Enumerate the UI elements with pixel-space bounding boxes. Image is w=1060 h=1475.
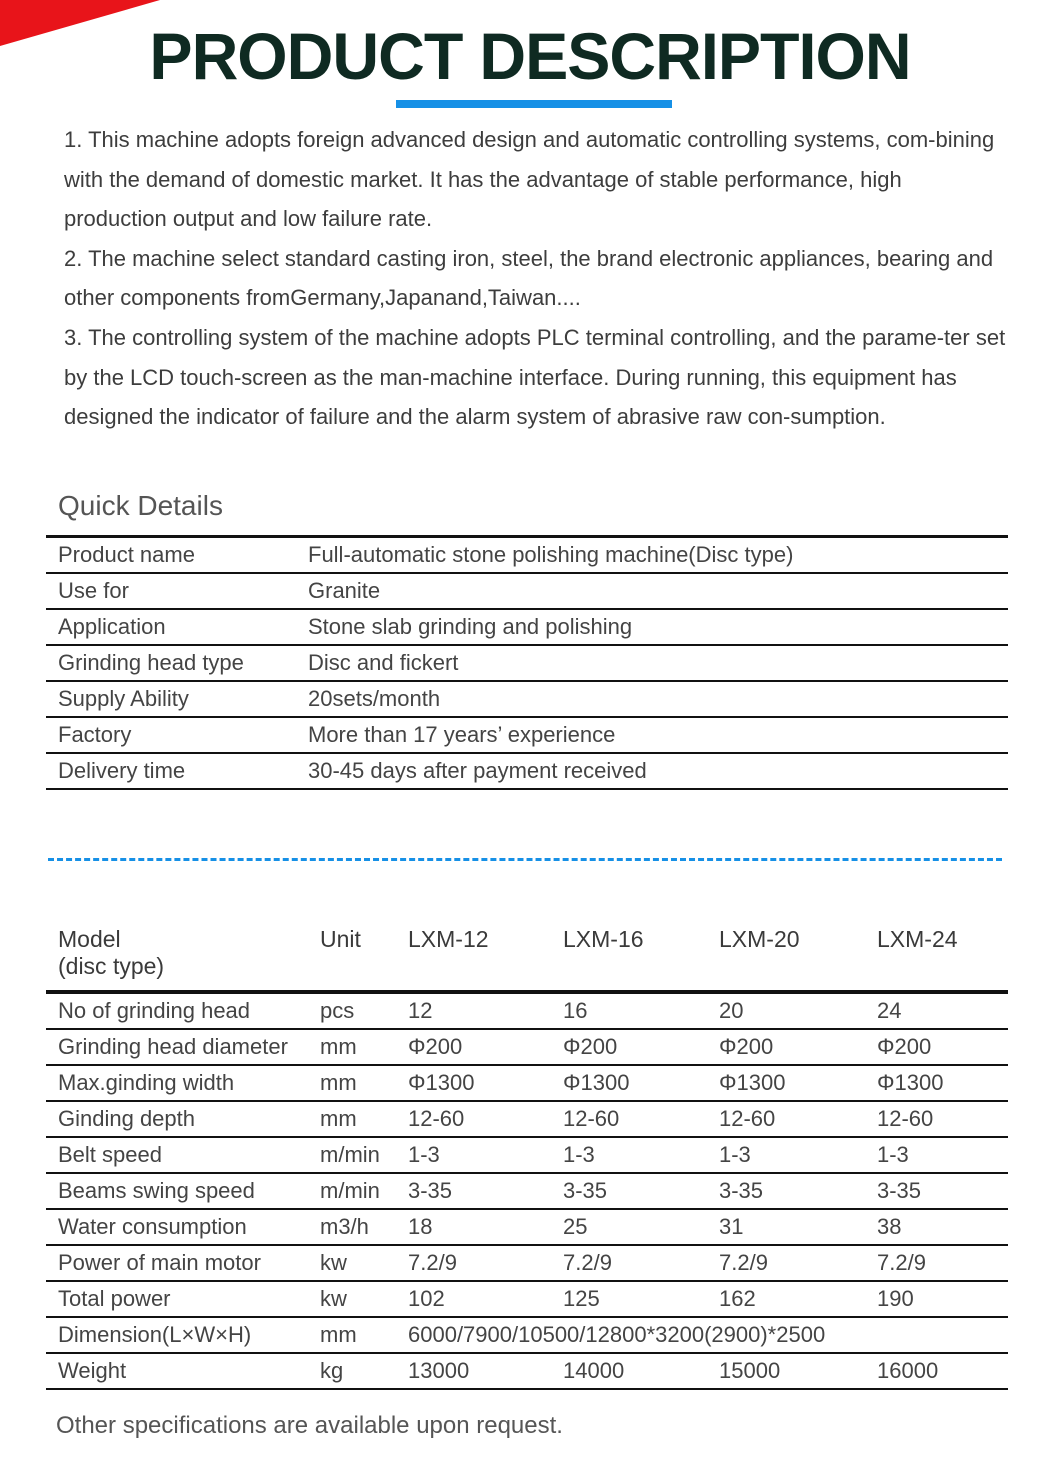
detail-label: Delivery time xyxy=(46,753,296,789)
table-row xyxy=(46,537,1008,574)
spec-value: 7.2/9 xyxy=(877,1245,1008,1281)
detail-label: Factory xyxy=(46,717,296,753)
spec-value: 38 xyxy=(877,1209,1008,1245)
description-paragraph: 1. This machine adopts foreign advanced design and automatic controlling systems, com-bining with the demand of domestic market. It has the advantage of stable performance, high production output and low failure rate. xyxy=(64,127,995,232)
spec-label: Water consumption xyxy=(46,1209,320,1245)
spec-value: 12-60 xyxy=(563,1101,719,1137)
spec-value: 162 xyxy=(719,1281,877,1317)
footer-note: Other specifications are available upon request. xyxy=(56,1412,563,1439)
detail-label: Product name xyxy=(46,537,296,574)
spec-value: Φ200 xyxy=(408,1029,563,1065)
table-row xyxy=(46,753,1008,789)
spec-value: 25 xyxy=(563,1209,719,1245)
title-underline xyxy=(396,100,672,108)
table-row xyxy=(46,1317,1008,1353)
page-title: PRODUCT DESCRIPTION xyxy=(149,19,911,93)
spec-value: 14000 xyxy=(563,1353,719,1389)
spec-label: Grinding head diameter xyxy=(46,1029,320,1065)
spec-unit: mm xyxy=(320,1029,408,1065)
spec-value: Φ200 xyxy=(877,1029,1008,1065)
table-row xyxy=(46,1245,1008,1281)
spec-value: 3-35 xyxy=(408,1173,563,1209)
detail-value: Disc and fickert xyxy=(296,645,1008,681)
unit-header: Unit xyxy=(320,926,361,952)
table-row xyxy=(46,1137,1008,1173)
detail-label: Application xyxy=(46,609,296,645)
quick-details-table xyxy=(46,535,1008,790)
table-row xyxy=(46,717,1008,753)
spec-value: 16000 xyxy=(877,1353,1008,1389)
model-header-label: Model xyxy=(58,926,121,952)
description-paragraph: 3. The controlling system of the machine adopts PLC terminal controlling, and the parame-ter set by the LCD touch-screen as the man-machine interface. During running, this equipment has designed the indicator of failure and the alarm system of abrasive raw con-sumption. xyxy=(64,324,1006,430)
description-paragraph: 2. The machine select standard casting iron, steel, the brand electronic appliances, bearing and other components fromGermany,Japanand,Taiwan.... xyxy=(64,245,994,311)
spec-unit: m/min xyxy=(320,1173,408,1209)
spec-value: 1-3 xyxy=(408,1137,563,1173)
detail-value: More than 17 years’ experience xyxy=(296,717,1008,753)
spec-label: Power of main motor xyxy=(46,1245,320,1281)
spec-value: Φ200 xyxy=(563,1029,719,1065)
spec-value: 12 xyxy=(408,992,563,1029)
spec-unit: mm xyxy=(320,1101,408,1137)
spec-unit: m/min xyxy=(320,1137,408,1173)
spec-value: 31 xyxy=(719,1209,877,1245)
spec-value: Φ1300 xyxy=(719,1065,877,1101)
detail-label: Supply Ability xyxy=(46,681,296,717)
spec-value: 24 xyxy=(877,992,1008,1029)
table-row xyxy=(46,573,1008,609)
spec-value: 6000/7900/10500/12800*3200(2900)*2500 xyxy=(408,1317,1008,1353)
spec-label: Belt speed xyxy=(46,1137,320,1173)
table-row xyxy=(46,681,1008,717)
spec-value: 190 xyxy=(877,1281,1008,1317)
table-row xyxy=(46,645,1008,681)
table-row xyxy=(46,1353,1008,1389)
table-row xyxy=(46,1281,1008,1317)
spec-unit: kw xyxy=(320,1281,408,1317)
detail-label: Grinding head type xyxy=(46,645,296,681)
spec-table xyxy=(46,922,1008,1390)
spec-value: 13000 xyxy=(408,1353,563,1389)
spec-value: 1-3 xyxy=(877,1137,1008,1173)
description-text xyxy=(64,120,1009,437)
spec-value: 3-35 xyxy=(563,1173,719,1209)
spec-value: 18 xyxy=(408,1209,563,1245)
spec-value: 7.2/9 xyxy=(408,1245,563,1281)
spec-label: Max.ginding width xyxy=(46,1065,320,1101)
spec-value: Φ1300 xyxy=(877,1065,1008,1101)
model-column-header: LXM-24 xyxy=(877,926,958,952)
spec-value: Φ1300 xyxy=(408,1065,563,1101)
detail-label: Use for xyxy=(46,573,296,609)
spec-unit: m3/h xyxy=(320,1209,408,1245)
quick-details-heading: Quick Details xyxy=(58,490,223,521)
model-column-header: LXM-16 xyxy=(563,926,644,952)
spec-value: 15000 xyxy=(719,1353,877,1389)
spec-value: 1-3 xyxy=(563,1137,719,1173)
spec-value: 3-35 xyxy=(877,1173,1008,1209)
spec-unit: pcs xyxy=(320,992,408,1029)
spec-label: Weight xyxy=(46,1353,320,1389)
spec-value: 12-60 xyxy=(877,1101,1008,1137)
table-row xyxy=(46,1173,1008,1209)
spec-label: Total power xyxy=(46,1281,320,1317)
section-divider xyxy=(48,858,1002,861)
spec-value: 7.2/9 xyxy=(563,1245,719,1281)
spec-value: 1-3 xyxy=(719,1137,877,1173)
spec-unit: mm xyxy=(320,1317,408,1353)
spec-value: 12-60 xyxy=(719,1101,877,1137)
table-row xyxy=(46,1029,1008,1065)
detail-value: Full-automatic stone polishing machine(Disc type) xyxy=(296,537,1008,574)
detail-value: Granite xyxy=(296,573,1008,609)
detail-value: Stone slab grinding and polishing xyxy=(296,609,1008,645)
spec-label: No of grinding head xyxy=(46,992,320,1029)
table-row xyxy=(46,1065,1008,1101)
table-row xyxy=(46,1101,1008,1137)
spec-value: 16 xyxy=(563,992,719,1029)
model-column-header: LXM-20 xyxy=(719,926,800,952)
model-header-sub: (disc type) xyxy=(58,953,165,979)
table-row xyxy=(46,1209,1008,1245)
spec-label: Dimension(L×W×H) xyxy=(46,1317,320,1353)
spec-label: Ginding depth xyxy=(46,1101,320,1137)
spec-unit: mm xyxy=(320,1065,408,1101)
detail-value: 20sets/month xyxy=(296,681,1008,717)
spec-label: Beams swing speed xyxy=(46,1173,320,1209)
spec-value: Φ200 xyxy=(719,1029,877,1065)
spec-header-row xyxy=(46,922,1008,992)
spec-value: 12-60 xyxy=(408,1101,563,1137)
table-row xyxy=(46,992,1008,1029)
spec-value: 3-35 xyxy=(719,1173,877,1209)
spec-value: 125 xyxy=(563,1281,719,1317)
spec-value: 20 xyxy=(719,992,877,1029)
spec-value: 7.2/9 xyxy=(719,1245,877,1281)
spec-value: Φ1300 xyxy=(563,1065,719,1101)
detail-value: 30-45 days after payment received xyxy=(296,753,1008,789)
spec-unit: kg xyxy=(320,1353,408,1389)
spec-unit: kw xyxy=(320,1245,408,1281)
table-row xyxy=(46,609,1008,645)
model-header xyxy=(46,922,320,992)
model-column-header: LXM-12 xyxy=(408,926,489,952)
spec-value: 102 xyxy=(408,1281,563,1317)
